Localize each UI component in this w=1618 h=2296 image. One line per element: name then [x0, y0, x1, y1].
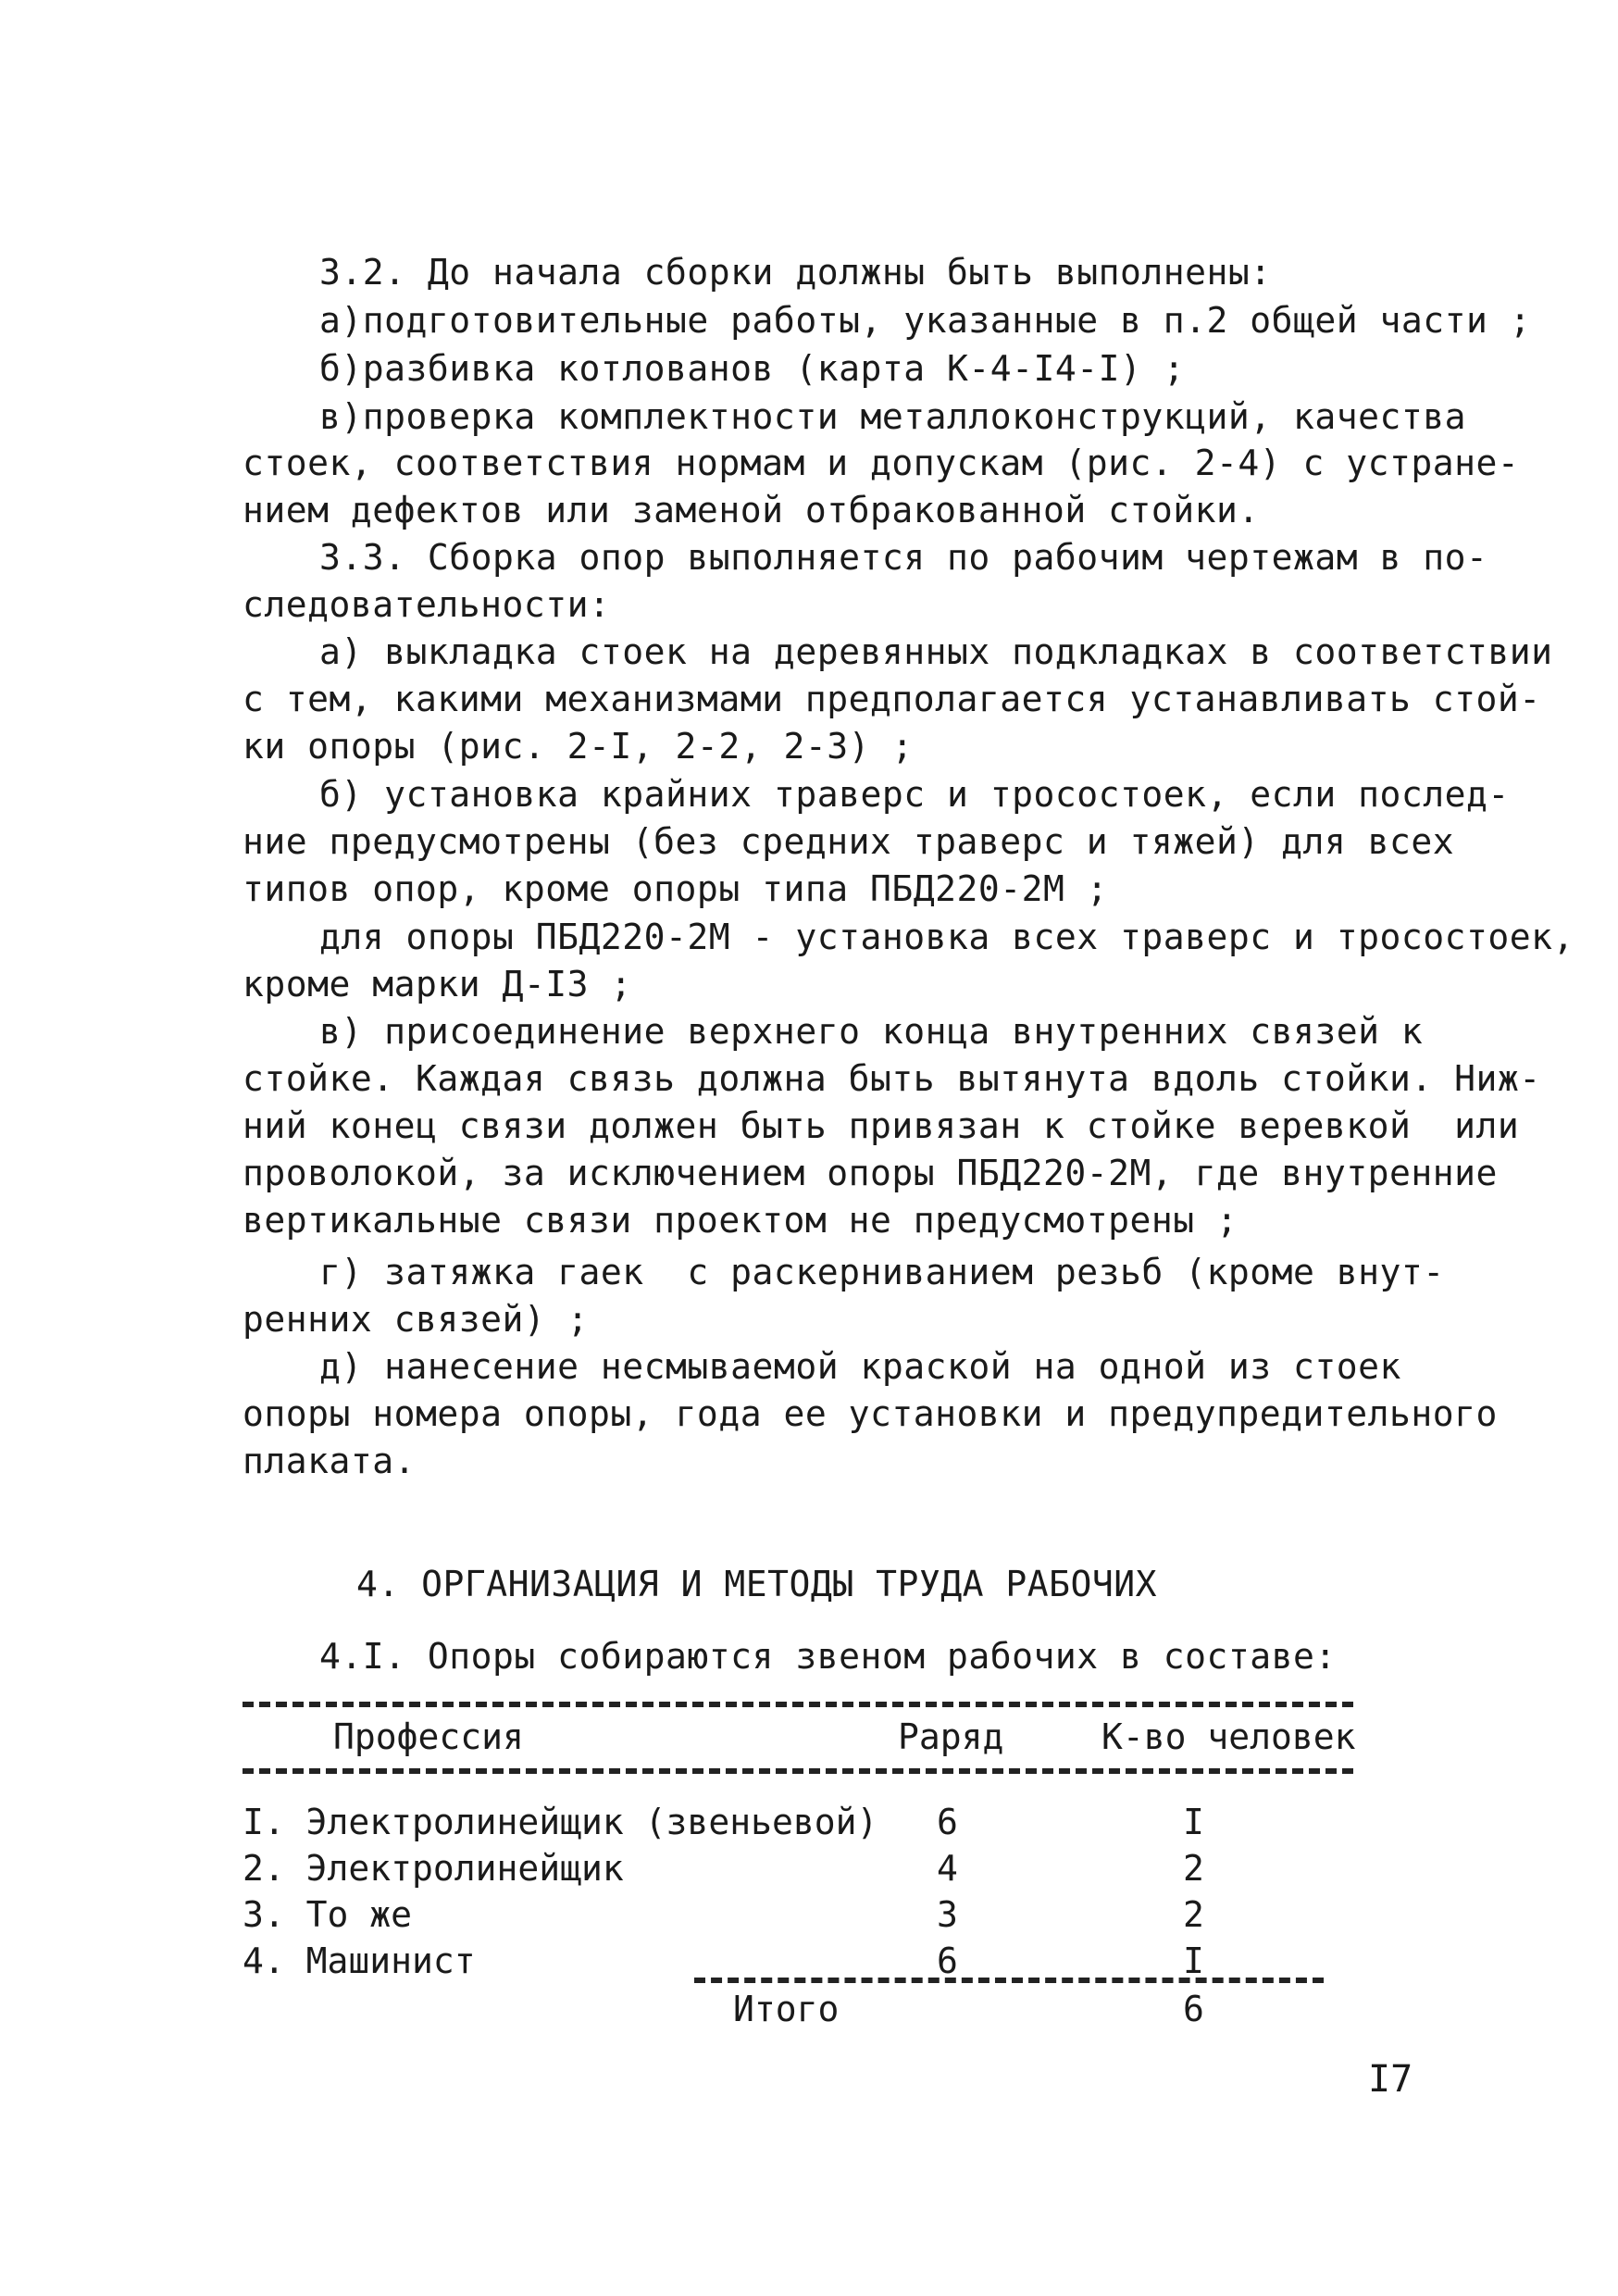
text-line: ренних связей) ;	[243, 1299, 590, 1340]
header-grade: Раряд	[898, 1716, 1004, 1757]
table-top-rule	[243, 1702, 1353, 1707]
table-header-rule	[243, 1768, 1353, 1774]
text-line: ний конец связи должен быть привязан к стойке веревкой или	[243, 1105, 1520, 1146]
text-line: д) нанесение несмываемой краской на одной из стоек	[319, 1346, 1401, 1387]
row-grade: 6	[937, 1802, 958, 1842]
text-line: вертикальные связи проектом не предусмотрены ;	[243, 1200, 1238, 1241]
row-grade: 6	[937, 1940, 958, 1981]
text-line: ние предусмотрены (без средних траверс и тяжей) для всех	[243, 821, 1455, 862]
text-line: б) установка крайних траверс и тросостоек, если послед-	[319, 774, 1510, 815]
total-count: 6	[1183, 1989, 1204, 2029]
text-line: стойке. Каждая связь должна быть вытянута вдоль стойки. Ниж-	[243, 1058, 1541, 1099]
row-profession: I. Электролинейщик (звеньевой)	[243, 1802, 878, 1842]
text-line: следовательности:	[243, 584, 611, 625]
row-count: I	[1183, 1940, 1204, 1981]
text-line: а)подготовительные работы, указанные в п.2 общей части ;	[319, 300, 1532, 341]
text-line: г) затяжка гаек с раскерниванием резьб (кроме внут-	[319, 1252, 1445, 1292]
text-line: нием дефектов или заменой отбракованной стойки.	[243, 490, 1260, 530]
text-line: в)проверка комплектности металлоконструкций, качества	[319, 396, 1467, 437]
text-line: плаката.	[243, 1441, 417, 1481]
total-label: Итого	[733, 1989, 840, 2029]
text-line: стоек, соответствия нормам и допускам (рис. 2-4) с устране-	[243, 443, 1520, 483]
page-number: I7	[1368, 2058, 1413, 2101]
text-line: для опоры ПБД220-2М - установка всех траверс и тросостоек,	[319, 917, 1574, 957]
row-profession: 3. То же	[243, 1894, 413, 1935]
text-line: кроме марки Д-I3 ;	[243, 964, 632, 1004]
row-count: 2	[1183, 1848, 1204, 1889]
text-line: типов опор, кроме опоры типа ПБД220-2М ;	[243, 868, 1109, 909]
text-line: проволокой, за исключением опоры ПБД220-2М, где внутренние	[243, 1153, 1498, 1193]
row-profession: 4. Машинист	[243, 1940, 476, 1981]
header-count: К-во человек	[1101, 1716, 1356, 1757]
text-line: с тем, какими механизмами предполагается устанавливать стой-	[243, 679, 1541, 719]
text-line: 3.3. Сборка опор выполняется по рабочим чертежам в по-	[319, 537, 1488, 578]
text-line: опоры номера опоры, года ее установки и предупредительного	[243, 1393, 1498, 1434]
header-profession: Профессия	[333, 1716, 524, 1757]
row-count: I	[1183, 1802, 1204, 1842]
row-grade: 4	[937, 1848, 958, 1889]
text-line: б)разбивка котлованов (карта К-4-I4-I) ;	[319, 348, 1186, 389]
section-4-heading: 4. ОРГАНИЗАЦИЯ И МЕТОДЫ ТРУДА РАБОЧИХ	[356, 1564, 1157, 1604]
text-line: 3.2. До начала сборки должны быть выполнены:	[319, 252, 1272, 293]
row-grade: 3	[937, 1894, 958, 1935]
text-line: ки опоры (рис. 2-I, 2-2, 2-3) ;	[243, 726, 914, 767]
section-4-intro: 4.I. Опоры собираются звеном рабочих в составе:	[319, 1636, 1337, 1677]
total-rule	[694, 1978, 1324, 1983]
text-line: в) присоединение верхнего конца внутренних связей к	[319, 1011, 1424, 1052]
row-count: 2	[1183, 1894, 1204, 1935]
text-line: а) выкладка стоек на деревянных подкладках в соответствии	[319, 631, 1553, 672]
row-profession: 2. Электролинейщик	[243, 1848, 624, 1889]
